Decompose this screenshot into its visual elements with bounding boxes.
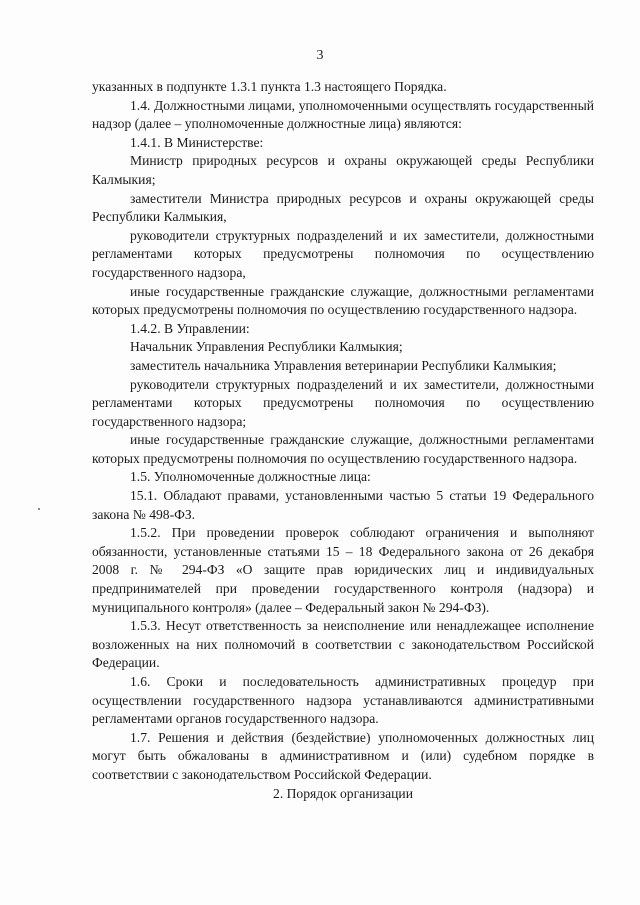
paragraph-deputy-ministers: заместители Министра природных ресурсов и охраны окружающей среды Республики Калмыкия, (92, 190, 594, 225)
paragraph-1-5: 1.5. Уполномоченные должностные лица: (130, 469, 371, 485)
paragraph-continuation: указанных в подпункте 1.3.1 пункта 1.3 настоящего Порядка. (92, 79, 447, 94)
paragraph-1-5-1: 15.1. Обладают правами, установленными частью 5 статьи 19 Федерального закона № 498-ФЗ. (92, 488, 594, 522)
paragraph-deputy-head: заместитель начальника Управления ветеринарии Республики Калмыкия; (130, 357, 557, 373)
paragraph-directorate-heads: руководители структурных подразделений и их заместители, должностными регламентами которых предусмотрены полномочия по осуществлению государственного надзора; (92, 376, 594, 429)
section-heading: 2. Порядок организации (273, 785, 413, 801)
paragraph-1-4-2: 1.4.2. В Управлении: (130, 320, 250, 336)
paragraph-1-6: 1.6. Сроки и последовательность административных процедур при осуществлении государственного надзора устанавливаются административными регламентами органов государственного надзора. (92, 674, 594, 727)
paragraph-head-of-directorate: Начальник Управления Республики Калмыкия; (130, 339, 403, 355)
page-number: 3 (316, 48, 324, 63)
paragraph-ministry-servants: иные государственные гражданские служащие, должностными регламентами которых предусмотрены полномочия по осуществлению государственного надзора. (92, 283, 594, 318)
paragraph-ministry-heads: руководители структурных подразделений и их заместители, должностными регламентами которых предусмотрены полномочия по осуществлению государственного надзора, (92, 227, 594, 280)
paragraph-1-5-3: 1.5.3. Несут ответственность за неисполнение или ненадлежащее исполнение возложенных на них полномочий в соответствии с законодательством Российской Федерации. (92, 618, 594, 671)
paragraph-1-5-2: 1.5.2. При проведении проверок соблюдают ограничения и выполняют обязанности, установленные статьями 15 – 18 Федерального закона от 26 декабря 2008 г. № 294-ФЗ «О защите прав юридических лиц и индивидуальных предпринимателей при проведении государственного контроля (надзора) и муниципального контроля» (далее – Федеральный закон № 294-ФЗ). (92, 525, 594, 615)
paragraph-1-4-1: 1.4.1. В Министерстве: (130, 134, 264, 150)
document-body (92, 78, 594, 803)
scan-speck (38, 508, 40, 510)
paragraph-1-4: 1.4. Должностными лицами, уполномоченными осуществлять государственный надзор (далее – уполномоченные должностные лица) являются: (92, 97, 594, 132)
paragraph-1-7: 1.7. Решения и действия (бездействие) уполномоченных должностных лиц могут быть обжалованы в административном и (или) судебном порядке в соответствии с законодательством Российской Федерации. (92, 729, 594, 782)
paragraph-minister: Министр природных ресурсов и охраны окружающей среды Республики Калмыкия; (92, 153, 594, 187)
paragraph-directorate-servants: иные государственные гражданские служащие, должностными регламентами которых предусмотрены полномочия по осуществлению государственного надзора. (92, 432, 594, 466)
